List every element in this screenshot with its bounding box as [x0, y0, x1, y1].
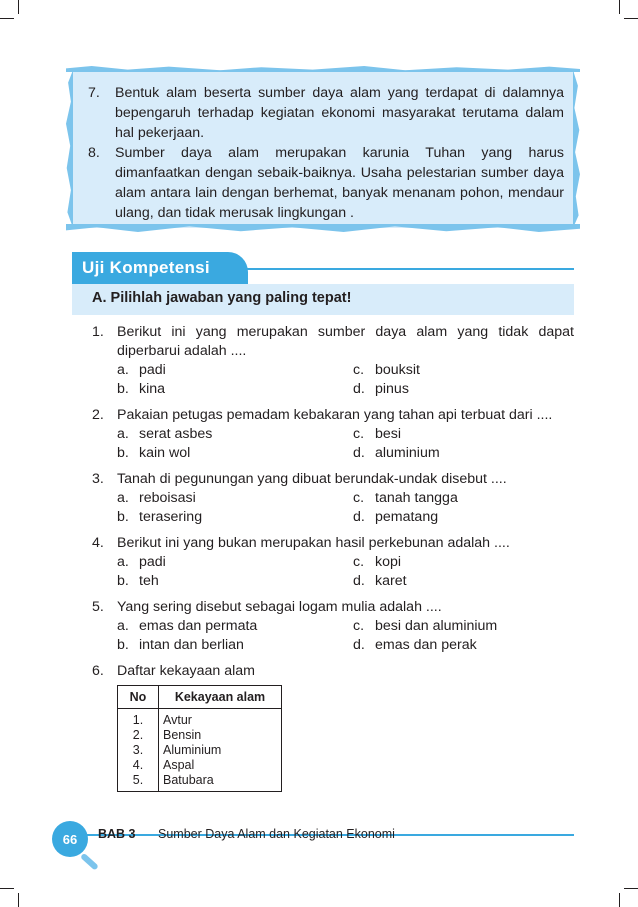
option-letter: c.	[353, 554, 365, 570]
option-text: emas dan perak	[375, 637, 477, 653]
option-text: besi dan aluminium	[375, 618, 498, 634]
question-text: Yang sering disebut sebagai logam mulia adalah ....	[117, 599, 442, 615]
answer-option	[353, 508, 573, 527]
summary-item-number: 7.	[88, 85, 100, 101]
table-cell-resource: Batubara	[159, 773, 282, 792]
question-number: 4.	[92, 535, 104, 551]
option-letter: d.	[353, 381, 365, 397]
option-text: kina	[139, 381, 166, 397]
answer-option	[117, 572, 353, 591]
answer-option	[117, 444, 353, 463]
summary-item	[88, 83, 564, 143]
page-number: 66	[52, 821, 88, 857]
option-letter: d.	[353, 445, 365, 461]
answer-option	[353, 617, 573, 636]
option-letter: d.	[353, 509, 365, 525]
option-text: pematang	[375, 509, 439, 525]
table-cell-no: 1.	[118, 709, 159, 729]
option-text: teh	[139, 573, 159, 589]
summary-item-text: Bentuk alam beserta sumber daya alam yang terdapat di dalamnya bepengaruh terhadap kegiatan ekonomi masyarakat terutama dalam hal pekerjaan.	[115, 85, 564, 141]
option-text: reboisasi	[139, 490, 196, 506]
crop-mark	[624, 888, 638, 889]
summary-item	[88, 143, 564, 223]
question-list	[92, 323, 574, 799]
option-text: aluminium	[375, 445, 440, 461]
option-letter: d.	[353, 573, 365, 589]
option-letter: d.	[353, 637, 365, 653]
table-row	[118, 758, 282, 773]
answer-option	[353, 572, 573, 591]
table-cell-no: 2.	[118, 728, 159, 743]
option-text: kain wol	[139, 445, 191, 461]
option-letter: c.	[353, 426, 365, 442]
option-letter: c.	[353, 490, 365, 506]
answer-option	[353, 425, 573, 444]
answer-option	[353, 361, 573, 380]
option-letter: b.	[117, 573, 129, 589]
option-letter: a.	[117, 426, 129, 442]
table-row	[118, 773, 282, 792]
answer-option	[117, 553, 353, 572]
table-cell-no: 4.	[118, 758, 159, 773]
option-text: pinus	[375, 381, 409, 397]
table-cell-resource: Bensin	[159, 728, 282, 743]
option-text: padi	[139, 554, 166, 570]
crop-mark	[0, 18, 14, 19]
option-letter: a.	[117, 362, 129, 378]
crop-mark	[0, 888, 14, 889]
table-cell-no: 3.	[118, 743, 159, 758]
chapter-label: BAB 3	[98, 827, 136, 841]
question-number: 5.	[92, 599, 104, 615]
table-cell-resource: Aspal	[159, 758, 282, 773]
answer-option	[353, 636, 573, 655]
option-text: serat asbes	[139, 426, 213, 442]
answer-option	[353, 380, 573, 399]
option-text: intan dan berlian	[139, 637, 244, 653]
table-row	[118, 728, 282, 743]
option-letter: a.	[117, 490, 129, 506]
question	[92, 662, 574, 792]
option-text: terasering	[139, 509, 203, 525]
answer-option	[117, 380, 353, 399]
question	[92, 406, 574, 463]
table-cell-no: 5.	[118, 773, 159, 792]
summary-item-number: 8.	[88, 145, 100, 161]
answer-option	[353, 489, 573, 508]
crop-mark	[619, 893, 620, 907]
answer-option	[117, 425, 353, 444]
question-text: Berikut ini yang merupakan sumber daya alam yang tidak dapat diperbarui adalah ....	[117, 324, 574, 359]
option-text: besi	[375, 426, 402, 442]
chapter-title: Sumber Daya Alam dan Kegiatan Ekonomi	[158, 827, 395, 841]
question	[92, 470, 574, 527]
option-letter: b.	[117, 637, 129, 653]
answer-option	[117, 617, 353, 636]
option-text: karet	[375, 573, 407, 589]
question	[92, 598, 574, 655]
resource-table	[117, 685, 282, 792]
summary-list	[88, 83, 564, 223]
option-text: kopi	[375, 554, 402, 570]
option-letter: c.	[353, 618, 365, 634]
option-letter: b.	[117, 445, 129, 461]
section-title: A. Pilihlah jawaban yang paling tepat!	[92, 290, 352, 306]
table-header-resource: Kekayaan alam	[159, 686, 282, 709]
question-text: Pakaian petugas pemadam kebakaran yang tahan api terbuat dari ....	[117, 407, 553, 423]
crop-mark	[18, 893, 19, 907]
table-row	[118, 709, 282, 729]
table-cell-resource: Aluminium	[159, 743, 282, 758]
option-letter: b.	[117, 509, 129, 525]
summary-item-text: Sumber daya alam merupakan karunia Tuhan yang harus dimanfaatkan dengan sebaik-baiknya. Usaha pelestarian sumber daya alam antara lain dengan berhemat, banyak menanam pohon, mendaur ulang, dan tidak merusak lingkungan .	[115, 145, 564, 221]
question-number: 1.	[92, 324, 104, 340]
question-text: Daftar kekayaan alam	[117, 663, 256, 679]
question-text: Berikut ini yang bukan merupakan hasil perkebunan adalah ....	[117, 535, 510, 551]
option-letter: c.	[353, 362, 365, 378]
question-text: Tanah di pegunungan yang dibuat berundak-undak disebut ....	[117, 471, 507, 487]
table-row	[118, 743, 282, 758]
option-letter: a.	[117, 618, 129, 634]
magnifier-handle-icon	[80, 853, 99, 871]
option-text: padi	[139, 362, 166, 378]
option-text: emas dan permata	[139, 618, 258, 634]
answer-option	[117, 361, 353, 380]
answer-option	[117, 489, 353, 508]
question	[92, 534, 574, 591]
crop-mark	[18, 0, 19, 14]
table-cell-resource: Avtur	[159, 709, 282, 729]
option-letter: b.	[117, 381, 129, 397]
question-number: 6.	[92, 663, 104, 679]
answer-option	[117, 508, 353, 527]
question	[92, 323, 574, 399]
answer-option	[353, 553, 573, 572]
question-number: 2.	[92, 407, 104, 423]
question-number: 3.	[92, 471, 104, 487]
competency-title: Uji Kompetensi	[82, 258, 210, 277]
table-header-no: No	[118, 686, 159, 709]
answer-option	[353, 444, 573, 463]
answer-option	[117, 636, 353, 655]
crop-mark	[619, 0, 620, 14]
option-text: tanah tangga	[375, 490, 458, 506]
option-text: bouksit	[375, 362, 420, 378]
option-letter: a.	[117, 554, 129, 570]
crop-mark	[624, 18, 638, 19]
